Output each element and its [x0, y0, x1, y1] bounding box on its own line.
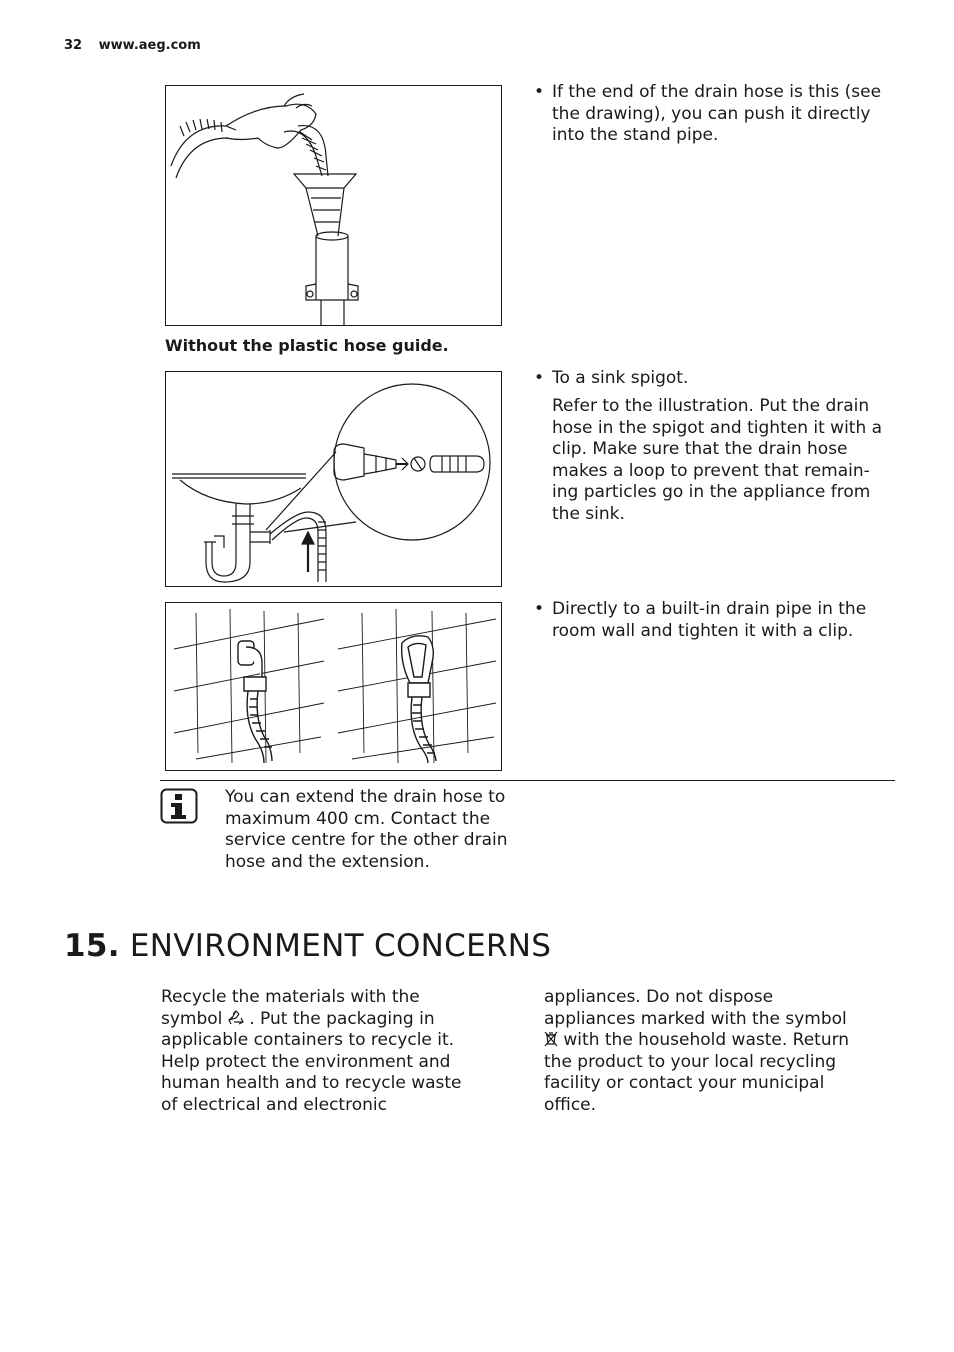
section-title: ENVIRONMENT CONCERNS	[129, 928, 552, 964]
figure-caption: Without the plastic hose guide.	[165, 336, 449, 355]
sink-bullet: • To a sink spigot.	[534, 368, 689, 388]
info-text: You can extend the drain hose to maximum 400 cm. Contact the service centre for the other drain hose and the extension.	[225, 787, 508, 872]
page-header	[64, 38, 201, 53]
standpipe-bullet: • If the end of the drain hose is this (see the drawing), you can push it directly into the stand pipe.	[534, 82, 882, 145]
recycle-icon	[228, 1010, 244, 1026]
wall-drain-drawing	[166, 603, 501, 770]
environment-column-1: Recycle the materials with the symbol . Put the packaging in applicable containers to recycle it. Help protect the environment and human health and to recycle waste of electrical and electronic	[161, 987, 462, 1115]
wall-bullet: • Directly to a built-in drain pipe in the room wall and tighten it with a clip.	[534, 599, 867, 641]
wall-drain-illustration	[165, 602, 502, 771]
section-number: 15.	[64, 928, 120, 964]
sink-drawing	[166, 372, 501, 586]
sink-illustration	[165, 371, 502, 587]
standpipe-illustration	[165, 85, 502, 326]
info-icon	[160, 788, 198, 824]
crossed-bin-icon	[544, 1031, 558, 1047]
page-number: 32	[64, 38, 83, 53]
separator-rule	[160, 780, 895, 781]
environment-column-2: appliances. Do not dispose appliances marked with the symbol with the household waste. Return the product to your local recycling facility or contact your municipal office.	[544, 987, 850, 1115]
section-heading	[64, 928, 551, 964]
standpipe-drawing	[166, 86, 501, 325]
sink-detail: Refer to the illustration. Put the drain hose in the spigot and tighten it with a clip. Make sure that the drain hose makes a loop to prevent that remain-ing particles go in the appliance from the sink.	[552, 396, 883, 524]
site-url: www.aeg.com	[98, 38, 201, 53]
